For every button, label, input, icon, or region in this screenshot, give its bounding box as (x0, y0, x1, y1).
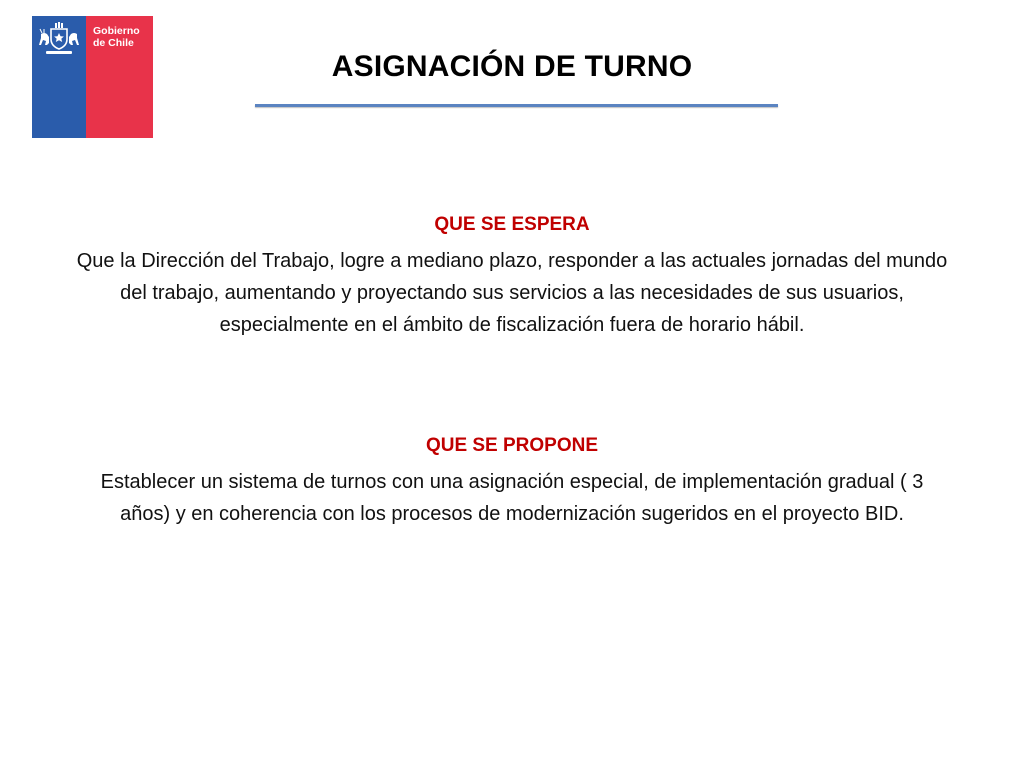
logo-text: Gobierno de Chile (93, 25, 140, 49)
section-heading-que-se-espera: QUE SE ESPERA (434, 214, 590, 235)
section-heading-que-se-propone: QUE SE PROPONE (425, 435, 599, 456)
section-body-que-se-espera: Que la Dirección del Trabajo, logre a mediano plazo, responder a las actuales jornadas del mundo del trabajo, aumentando y proyectando sus servicios a las necesidades de sus usuarios, especialmente en el ámbito de fiscalización fuera de horario hábil. (76, 250, 948, 336)
page-title: ASIGNACIÓN DE TURNO (331, 50, 693, 83)
section-body-que-se-propone: Establecer un sistema de turnos con una asignación especial, de implementación gradual ( 3 años) y en coherencia con los procesos de modernización sugeridos en el proyecto BID. (100, 471, 924, 525)
title-underline (255, 104, 778, 107)
